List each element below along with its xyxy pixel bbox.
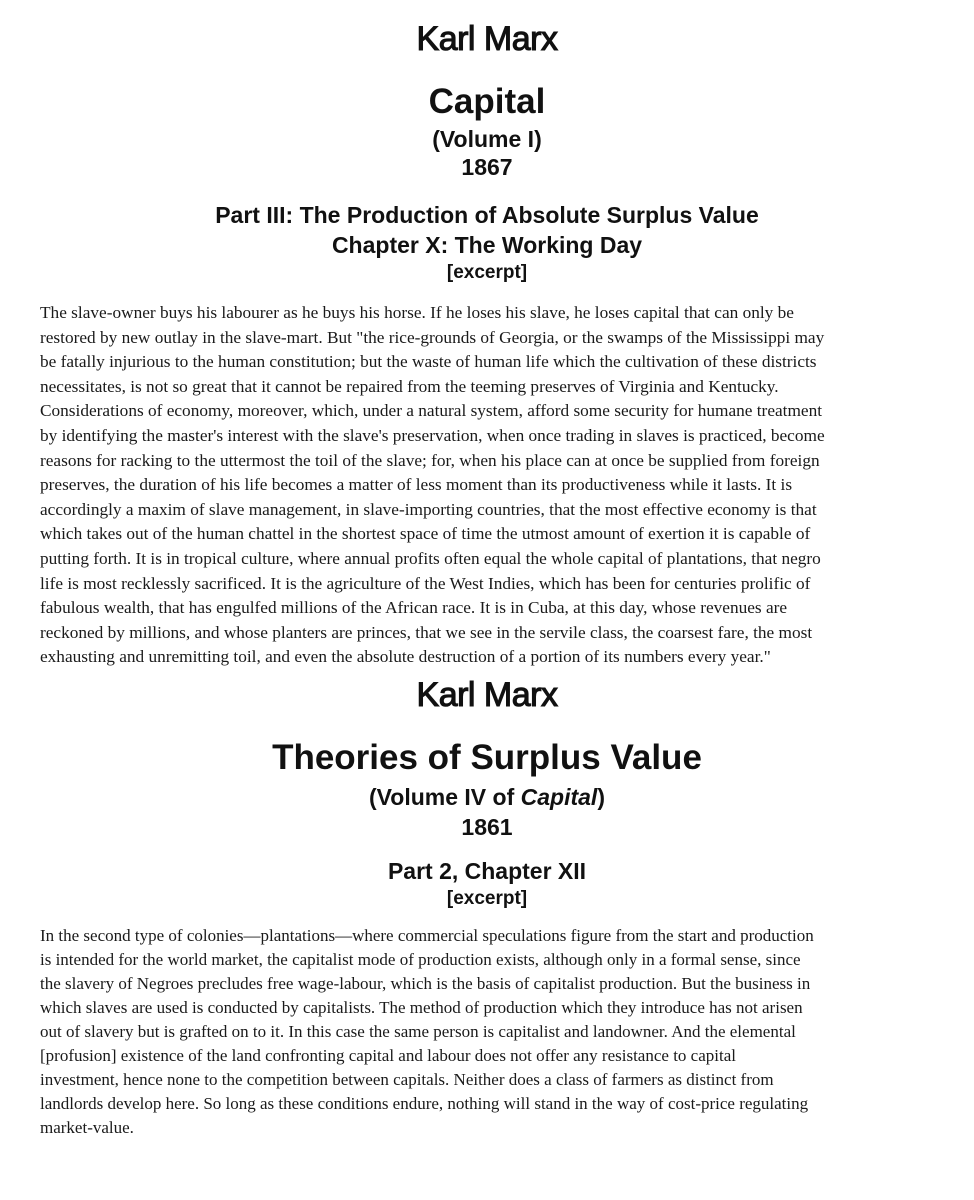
paragraph-line: investment, hence none to the competition between capitals. Neither does a class of farmers as distinct from bbox=[40, 1070, 774, 1089]
section2-volume-italic: Capital bbox=[520, 784, 598, 810]
section1-part-heading: Part III: The Production of Absolute Surplus Value bbox=[215, 202, 759, 228]
paragraph-line: In the second type of colonies—plantations—where commercial speculations figure from the start and production bbox=[40, 926, 814, 945]
paragraph-line: reasons for racking to the uttermost the toil of the slave; for, when his place can at once be supplied from foreign bbox=[40, 450, 820, 470]
paragraph-line: out of slavery but is grafted on to it. In this case the same person is capitalist and landowner. And the elemental bbox=[40, 1022, 796, 1041]
section1-author: Karl Marx bbox=[416, 20, 558, 58]
section1-paragraph bbox=[40, 301, 960, 670]
paragraph-line: by identifying the master's interest with the slave's preservation, when once trading in slaves is practiced, become bbox=[40, 425, 825, 445]
paragraph-line: life is most recklessly sacrificed. It is the agriculture of the West Indies, which has been for centuries prolific of bbox=[40, 573, 811, 593]
paragraph-line: reckoned by millions, and whose planters are princes, that we see in the servile class, the coarsest fare, the most bbox=[40, 622, 813, 642]
paragraph-line: which slaves are used is conducted by capitalists. The method of production which they introduce has not arisen bbox=[40, 998, 803, 1017]
paragraph-line: the slavery of Negroes precludes free wage-labour, which is the basis of capitalist production. But the business in bbox=[40, 974, 811, 993]
paragraph-line: The slave-owner buys his labourer as he buys his horse. If he loses his slave, he loses capital that can only be bbox=[40, 303, 794, 322]
section1-title: Capital bbox=[428, 82, 546, 121]
paragraph-line: accordingly a maxim of slave management, in slave-importing countries, that the most effective economy is that bbox=[40, 499, 817, 519]
section1-chapter-heading: Chapter X: The Working Day bbox=[331, 232, 643, 258]
paragraph-line: be fatally injurious to the human constitution; but the waste of human life which the cultivation of these districts bbox=[40, 352, 817, 372]
section2-volume-prefix: (Volume IV of bbox=[369, 784, 521, 810]
paragraph-line: preserves, the duration of his life becomes a matter of less moment than its productiveness while it lasts. It is bbox=[40, 475, 793, 495]
section2-author: Karl Marx bbox=[416, 676, 558, 714]
section2-volume bbox=[0, 784, 974, 811]
paragraph-line: restored by new outlay in the slave-mart. But "the rice-grounds of Georgia, or the swamps of the Mississippi may bbox=[40, 327, 825, 347]
section2-year: 1861 bbox=[461, 814, 513, 840]
paragraph-line: [profusion] existence of the land confronting capital and labour does not offer any resistance to capital bbox=[40, 1046, 736, 1065]
section2-volume-suffix: ) bbox=[597, 784, 605, 810]
section2-excerpt-label: [excerpt] bbox=[446, 888, 528, 909]
paragraph-line: exhausting and unremitting toil, and even the absolute destruction of a portion of its numbers every year." bbox=[40, 647, 771, 667]
paragraph-line: fabulous wealth, that has engulfed millions of the African race. It is in Cuba, at this day, whose revenues are bbox=[40, 598, 788, 618]
section1-volume: (Volume I) bbox=[432, 126, 542, 152]
paragraph-line: putting forth. It is in tropical culture, where annual profits often equal the whole capital of plantations, that negro bbox=[40, 548, 821, 568]
section1-year: 1867 bbox=[461, 154, 513, 180]
paragraph-line: is intended for the world market, the capitalist mode of production exists, although only in a formal sense, since bbox=[40, 950, 801, 969]
paragraph-line: landlords develop here. So long as these conditions endure, nothing will stand in the way of cost-price regulating bbox=[40, 1094, 809, 1113]
section2-paragraph bbox=[40, 924, 960, 1140]
paragraph-line: market-value. bbox=[40, 1118, 134, 1137]
section2-part-heading: Part 2, Chapter XII bbox=[387, 858, 587, 884]
section1-excerpt-label: [excerpt] bbox=[446, 262, 528, 283]
paragraph-line: necessitates, is not so great that it cannot be repaired from the teeming preserves of Virginia and Kentucky. bbox=[40, 376, 779, 396]
paragraph-line: which takes out of the human chattel in the shortest space of time the utmost amount of exertion it is capable of bbox=[40, 524, 811, 544]
section2-title: Theories of Surplus Value bbox=[272, 738, 702, 777]
paragraph-line: Considerations of economy, moreover, which, under a natural system, afford some security for humane treatment bbox=[40, 401, 823, 421]
